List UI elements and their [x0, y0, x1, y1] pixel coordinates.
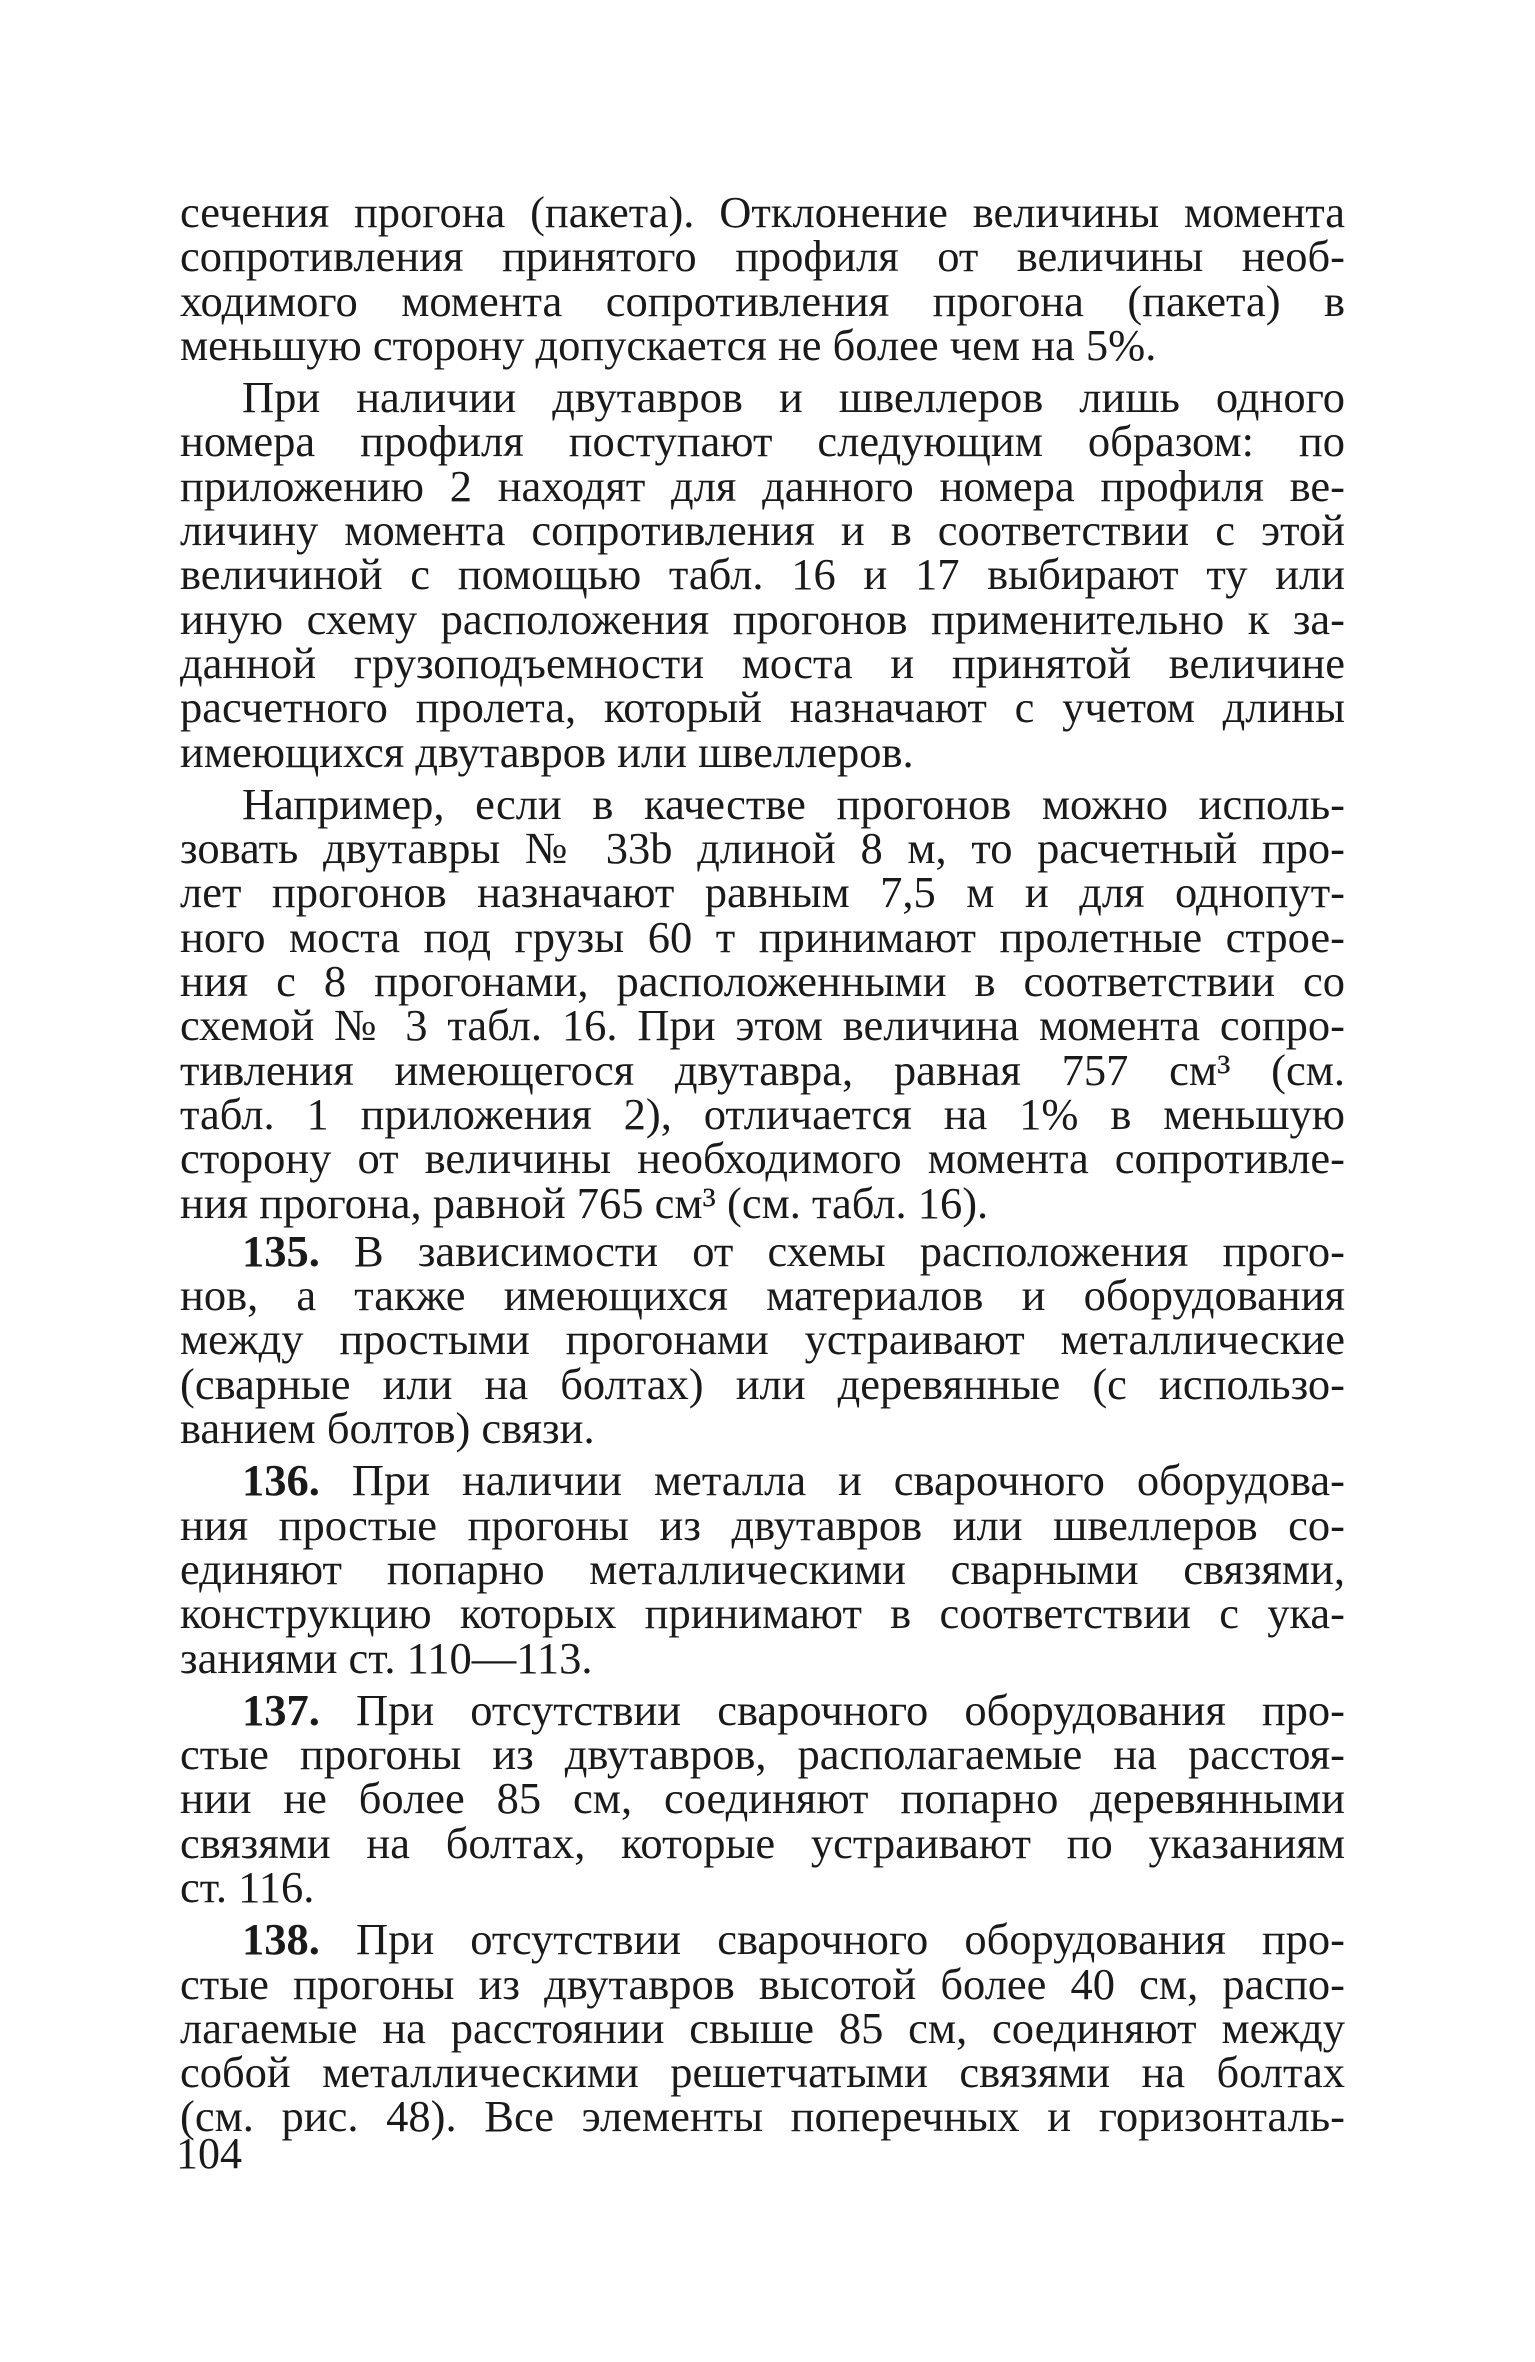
text-line: ст. 116.	[180, 1861, 315, 1912]
text-line: расчетного пролета, который назначают с учетом длины	[180, 682, 1345, 733]
paragraph	[180, 778, 1345, 1228]
text-line: схемой № 3 табл. 16. При этом величина момента сопро-	[180, 1000, 1345, 1051]
text-line: ванием болтов) связи.	[180, 1403, 595, 1454]
text-line: лагаемые на расстоянии свыше 85 см, соединяют между	[180, 2002, 1345, 2053]
text-line: меньшую сторону допускается не более чем на 5%.	[180, 319, 1157, 370]
paragraph	[180, 372, 1345, 777]
text-line: конструкцию которых принимают в соответствии с ука-	[180, 1588, 1345, 1639]
text-line: личину момента сопротивления и в соответствии с этой	[180, 505, 1345, 556]
page-body	[180, 187, 1346, 2142]
text-line: тивления имеющегося двутавра, равная 757 см³ (см.	[180, 1044, 1345, 1095]
numbered-paragraph-135	[180, 1225, 1345, 1454]
paragraph-number: 137.	[242, 1684, 320, 1735]
text-line: связями на болтах, которые устраивают по указаниям	[180, 1817, 1345, 1868]
text-line: приложению 2 находят для данного номера профиля ве-	[180, 460, 1345, 511]
text-line: лет прогонов назначают равным 7,5 м и для однопут-	[180, 867, 1345, 918]
numbered-paragraph-137	[180, 1684, 1346, 1912]
text-line: При наличии двутавров и швеллеров лишь одного	[242, 372, 1345, 423]
text-line: сторону от величины необходимого момента сопротивле-	[180, 1133, 1345, 1184]
text-line: иную схему расположения прогонов применительно к за-	[180, 593, 1345, 644]
text-line: имеющихся двутавров или швеллеров.	[180, 726, 914, 777]
text-fragment: В зависимости от схемы расположения прого-	[354, 1225, 1345, 1276]
paragraph-number: 138.	[242, 1914, 320, 1965]
text-line: (сварные или на болтах) или деревянные (с использо-	[180, 1358, 1345, 1409]
paragraph-number: 135.	[242, 1225, 320, 1276]
text-line	[180, 1225, 1345, 1276]
text-line: зовать двутавры № 33b длиной 8 м, то расчетный про-	[180, 823, 1345, 874]
text-fragment: При отсутствии сварочного оборудования про-	[355, 1684, 1346, 1735]
text-fragment: При наличии металла и сварочного оборудова-	[351, 1455, 1346, 1506]
paragraph	[180, 187, 1345, 370]
text-line: нов, а также имеющихся материалов и оборудования	[180, 1270, 1345, 1321]
text-line: единяют попарно металлическими сварными связями,	[180, 1543, 1345, 1594]
text-fragment: При отсутствии сварочного оборудования про-	[355, 1914, 1346, 1965]
page-number: 104	[176, 2129, 242, 2178]
text-line: (см. рис. 48). Все элементы поперечных и горизонталь-	[180, 2091, 1345, 2142]
text-line: ходимого момента сопротивления прогона (пакета) в	[180, 275, 1345, 326]
text-line: сопротивления принятого профиля от величины необ-	[180, 231, 1345, 282]
text-line: табл. 1 приложения 2), отличается на 1% в меньшую	[180, 1088, 1345, 1139]
text-line: между простыми прогонами устраивают металлические	[180, 1314, 1345, 1365]
text-line: ния прогона, равной 765 см³ (см. табл. 16).	[180, 1177, 989, 1228]
numbered-paragraph-136	[180, 1455, 1346, 1683]
text-line: ния с 8 прогонами, расположенными в соответствии со	[180, 956, 1345, 1007]
text-line	[180, 1684, 1346, 1735]
text-line: стые прогоны из двутавров высотой более 40 см, распо-	[180, 1958, 1345, 2009]
text-line: стые прогоны из двутавров, располагаемые на расстоя-	[180, 1729, 1345, 1780]
text-line: заниями ст. 110—113.	[180, 1632, 593, 1683]
text-line: нии не более 85 см, соединяют попарно деревянными	[180, 1773, 1345, 1824]
text-line	[180, 1914, 1346, 1965]
numbered-paragraph-138	[180, 1914, 1346, 2142]
paragraph-number: 136.	[242, 1455, 320, 1506]
text-line: номера профиля поступают следующим образом: по	[180, 416, 1345, 467]
text-line: ного моста под грузы 60 т принимают пролетные строе-	[180, 911, 1345, 962]
text-line	[180, 1455, 1346, 1506]
text-line: сечения прогона (пакета). Отклонение величины момента	[180, 187, 1345, 237]
text-line: Например, если в качестве прогонов можно исполь-	[242, 778, 1345, 829]
text-line: собой металлическими решетчатыми связями на болтах	[180, 2047, 1345, 2098]
text-line: величиной с помощью табл. 16 и 17 выбирают ту или	[180, 549, 1345, 600]
text-line: ния простые прогоны из двутавров или швеллеров со-	[180, 1499, 1345, 1550]
text-line: данной грузоподъемности моста и принятой величине	[180, 637, 1345, 688]
